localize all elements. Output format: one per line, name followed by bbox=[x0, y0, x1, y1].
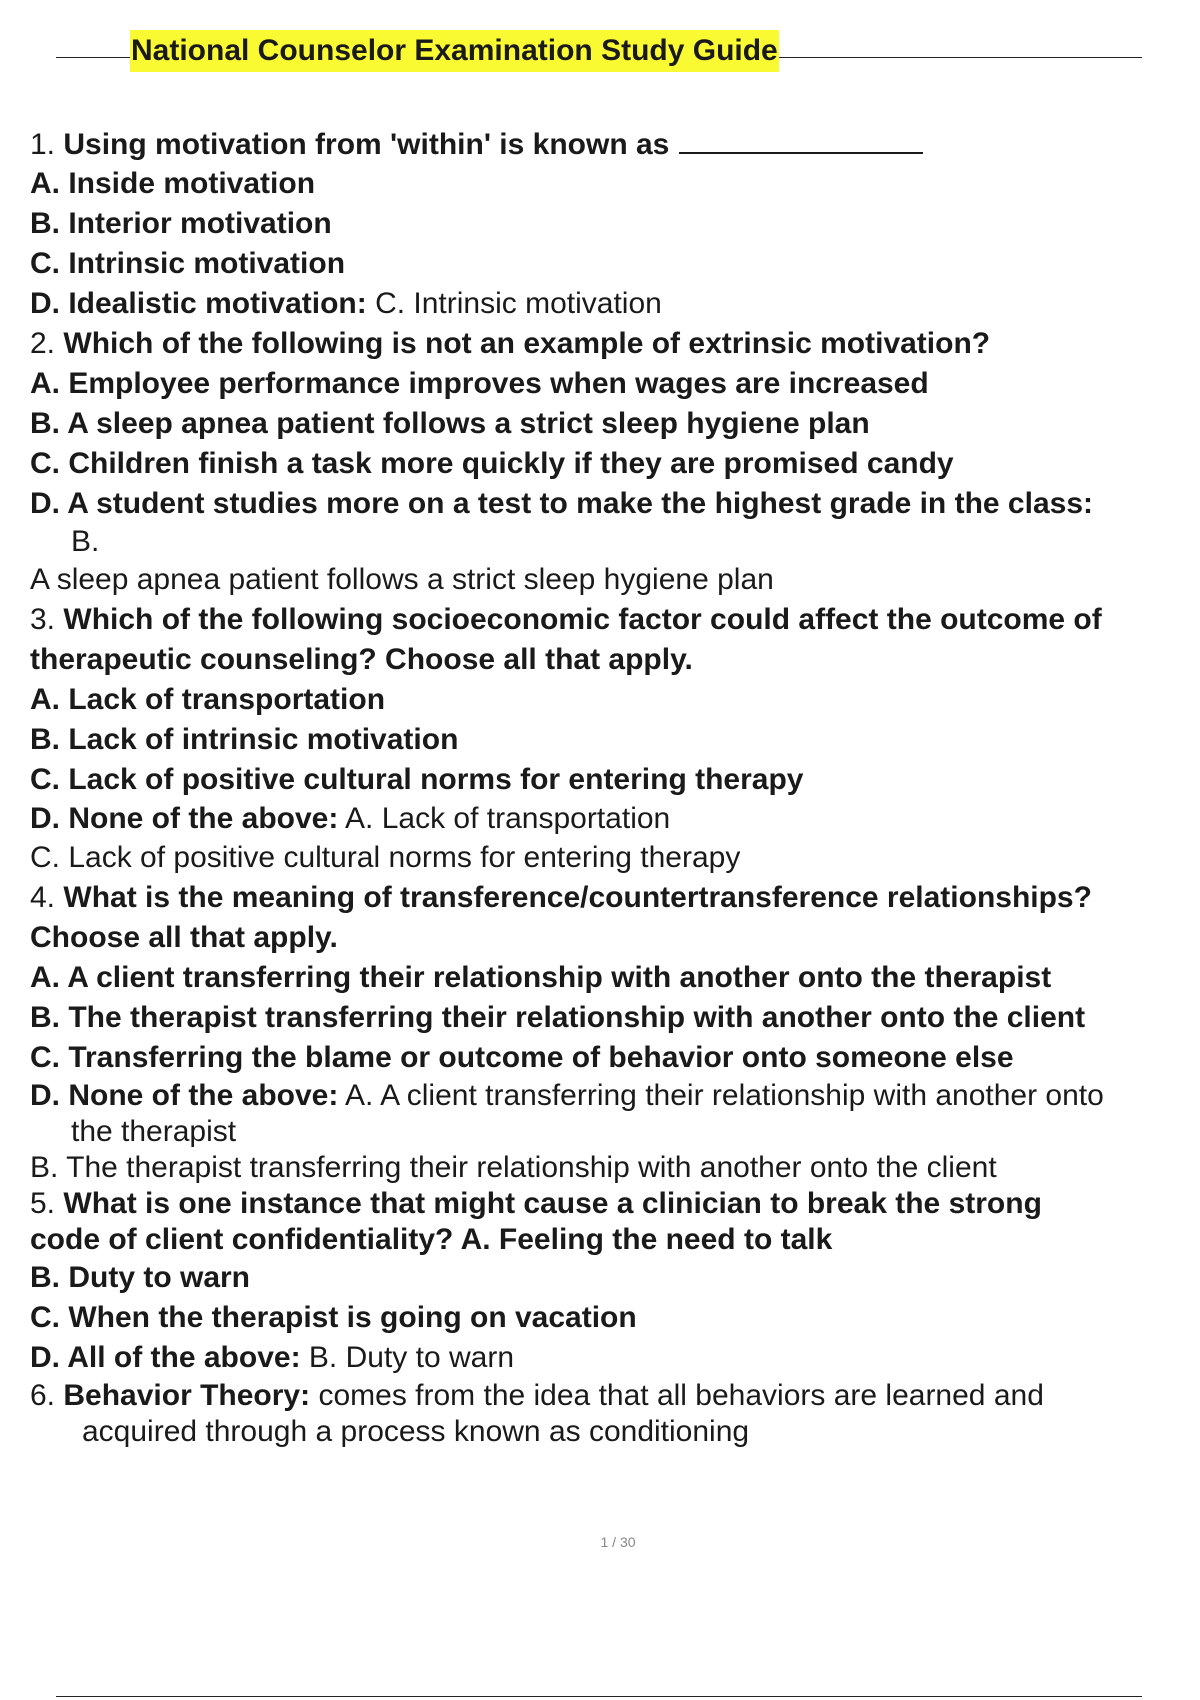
option-a: A. A client transferring their relationship with another onto the therapist bbox=[30, 961, 1052, 994]
question-text-line-1: Which of the following socioeconomic factor could affect the outcome of bbox=[63, 603, 1102, 636]
question-number: 3. bbox=[30, 603, 56, 636]
answer: C. Lack of positive cultural norms for entering therapy bbox=[30, 841, 741, 874]
question-number: 4. bbox=[30, 881, 56, 914]
answer: C. Intrinsic motivation bbox=[375, 287, 662, 320]
option-a: A. Employee performance improves when wages are increased bbox=[30, 367, 929, 400]
term: Behavior Theory: bbox=[63, 1379, 311, 1412]
question-number: 2. bbox=[30, 327, 56, 360]
option-b: B. Lack of intrinsic motivation bbox=[30, 723, 459, 756]
option-c: C. Children finish a task more quickly if they are promised candy bbox=[30, 447, 954, 480]
option-d-with-answer bbox=[30, 800, 1200, 838]
option-d: D. Idealistic motivation: bbox=[30, 287, 367, 320]
option-b: B. Duty to warn bbox=[30, 1261, 251, 1294]
study-guide-content bbox=[30, 124, 1200, 1450]
option-d-with-answer bbox=[30, 284, 1200, 324]
question-5 bbox=[30, 1186, 1200, 1222]
answer-line-1: A. A client transferring their relationship with another onto bbox=[345, 1079, 1104, 1112]
option-a: A. Lack of transportation bbox=[30, 683, 386, 716]
page-number: 1 / 30 bbox=[600, 1534, 636, 1550]
option-d: D. None of the above: bbox=[30, 802, 339, 835]
option-d-with-answer bbox=[30, 1078, 1200, 1114]
option-b: B. The therapist transferring their relationship with another onto the client bbox=[30, 1001, 1086, 1034]
option-c: C. Intrinsic motivation bbox=[30, 247, 346, 280]
answer-letter: B. bbox=[71, 525, 100, 558]
option-c: C. Transferring the blame or outcome of behavior onto someone else bbox=[30, 1041, 1014, 1074]
question-1 bbox=[30, 124, 1200, 164]
definition-line-1: comes from the idea that all behaviors are learned and bbox=[318, 1379, 1044, 1412]
option-d-with-answer bbox=[30, 1338, 1200, 1378]
question-text: Which of the following is not an example of extrinsic motivation? bbox=[63, 327, 991, 360]
document-title: National Counselor Examination Study Guide bbox=[130, 30, 779, 72]
question-text-line-2: code of client confidentiality? A. Feeling the need to talk bbox=[30, 1223, 833, 1256]
page-header bbox=[56, 30, 1142, 72]
answer-line-2: the therapist bbox=[71, 1115, 237, 1148]
question-text-line-1: What is the meaning of transference/countertransference relationships? bbox=[63, 881, 1092, 914]
question-number: 1. bbox=[30, 128, 56, 161]
question-number: 5. bbox=[30, 1187, 56, 1220]
option-b: B. A sleep apnea patient follows a strict sleep hygiene plan bbox=[30, 407, 870, 440]
answer: B. The therapist transferring their relationship with another onto the client bbox=[30, 1151, 997, 1184]
question-2 bbox=[30, 324, 1200, 364]
footer-rule bbox=[56, 1696, 1142, 1697]
option-d: D. All of the above: bbox=[30, 1341, 301, 1374]
question-text-line-1: What is one instance that might cause a clinician to break the strong bbox=[63, 1187, 1042, 1220]
fill-in-blank bbox=[679, 124, 923, 154]
answer: A. Lack of transportation bbox=[345, 802, 671, 835]
answer-text: A sleep apnea patient follows a strict sleep hygiene plan bbox=[30, 563, 774, 596]
option-c: C. When the therapist is going on vacation bbox=[30, 1301, 637, 1334]
question-text-line-2: therapeutic counseling? Choose all that apply. bbox=[30, 643, 693, 676]
answer: B. Duty to warn bbox=[308, 1341, 514, 1374]
item-6 bbox=[30, 1378, 1200, 1414]
question-text: Using motivation from 'within' is known as bbox=[63, 128, 670, 161]
question-text-line-2: Choose all that apply. bbox=[30, 921, 338, 954]
definition-line-2: acquired through a process known as conditioning bbox=[82, 1415, 750, 1448]
option-c: C. Lack of positive cultural norms for entering therapy bbox=[30, 763, 804, 796]
option-a: A. Inside motivation bbox=[30, 167, 316, 200]
option-b: B. Interior motivation bbox=[30, 207, 332, 240]
option-d: D. None of the above: bbox=[30, 1079, 339, 1112]
item-number: 6. bbox=[30, 1379, 56, 1412]
option-d: D. A student studies more on a test to make the highest grade in the class: bbox=[30, 487, 1093, 520]
question-4 bbox=[30, 878, 1200, 918]
question-3 bbox=[30, 600, 1200, 640]
